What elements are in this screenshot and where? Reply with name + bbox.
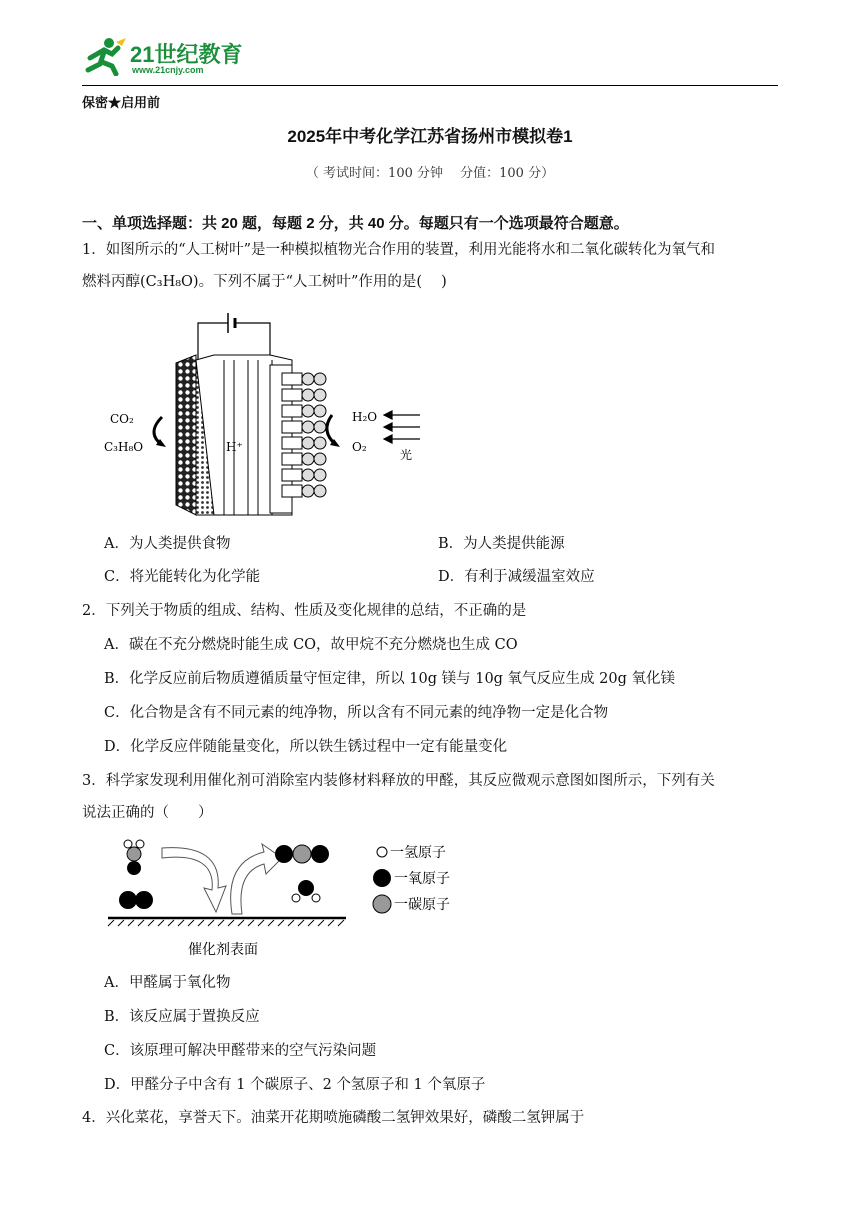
q3-option-c[interactable]: C．该原理可解决甲醛带来的空气污染问题 [104, 1043, 377, 1059]
q2-option-a[interactable]: A．碳在不充分燃烧时能生成 CO，故甲烷不充分燃烧也生成 CO [104, 637, 518, 653]
artificial-leaf-figure [100, 305, 430, 520]
exam-info: （ 考试时间：100 分钟 分值：100 分） [305, 166, 555, 181]
co2-label: CO₂ [110, 412, 134, 426]
q2-option-d[interactable]: D．化学反应伴随能量变化，所以铁生锈过程中一定有能量变化 [104, 739, 508, 755]
q3-option-a[interactable]: A．甲醛属于氧化物 [104, 975, 231, 991]
q3-option-d[interactable]: D．甲醛分子中含有 1 个碳原子、2 个氢原子和 1 个氧原子 [104, 1077, 486, 1093]
question-3-line2: 说法正确的（ ） [82, 805, 213, 821]
q2-option-b[interactable]: B．化学反应前后物质遵循质量守恒定律，所以 10g 镁与 10g 氧气反应生成 20g 氧化镁 [104, 671, 676, 687]
question-4: 4．兴化菜花，享誉天下。油菜开花期喷施磷酸二氢钾效果好，磷酸二氢钾属于 [82, 1110, 585, 1126]
legend-hydrogen: 一氢原子 [390, 844, 446, 860]
formaldehyde-reaction-figure [100, 832, 460, 962]
catalyst-surface-label: 催化剂表面 [188, 941, 258, 957]
q1-option-c[interactable]: C．将光能转化为化学能 [104, 569, 261, 585]
q1-option-d[interactable]: D．有利于减缓温室效应 [438, 569, 595, 585]
header-divider [82, 85, 778, 86]
question-2: 2．下列关于物质的组成、结构、性质及变化规律的总结，不正确的是 [82, 603, 527, 619]
logo-url: www.21cnjy.com [132, 65, 204, 75]
q2-option-c[interactable]: C．化合物是含有不同元素的纯净物，所以含有不同元素的纯净物一定是化合物 [104, 705, 609, 721]
secret-label: 保密★启用前 [82, 95, 161, 110]
legend-oxygen: 一氧原子 [394, 870, 450, 886]
q1-option-b[interactable]: B．为人类提供能源 [438, 536, 565, 552]
propanol-label: C₃H₈O [104, 440, 144, 454]
q1-option-a[interactable]: A．为人类提供食物 [104, 536, 231, 552]
question-1-line2: 燃料丙醇(C₃H₈O)。下列不属于“人工树叶”作用的是( ) [82, 274, 447, 290]
runner-logo-icon [82, 36, 128, 76]
question-3-line1: 3．科学家发现利用催化剂可消除室内装修材料释放的甲醛，其反应微观示意图如图所示，下列有关 [82, 773, 715, 789]
h-plus-label: H⁺ [226, 440, 243, 454]
question-1-line1: 1．如图所示的“人工树叶”是一种模拟植物光合作用的装置，利用光能将水和二氧化碳转化为氧气和 [82, 242, 716, 258]
exam-title: 2025年中考化学江苏省扬州市模拟卷1 [287, 127, 573, 146]
section-heading: 一、单项选择题：共 20 题，每题 2 分，共 40 分。每题只有一个选项最符合题意。 [82, 215, 629, 232]
site-logo [82, 36, 272, 78]
legend-carbon: 一碳原子 [394, 896, 450, 912]
q3-option-b[interactable]: B．该反应属于置换反应 [104, 1009, 260, 1025]
light-label: 光 [400, 448, 413, 462]
water-label: H₂O [352, 410, 378, 424]
oxygen-label: O₂ [352, 440, 367, 454]
logo-text: 21世纪教育 [130, 42, 243, 67]
light-arrows-icon [384, 411, 420, 443]
